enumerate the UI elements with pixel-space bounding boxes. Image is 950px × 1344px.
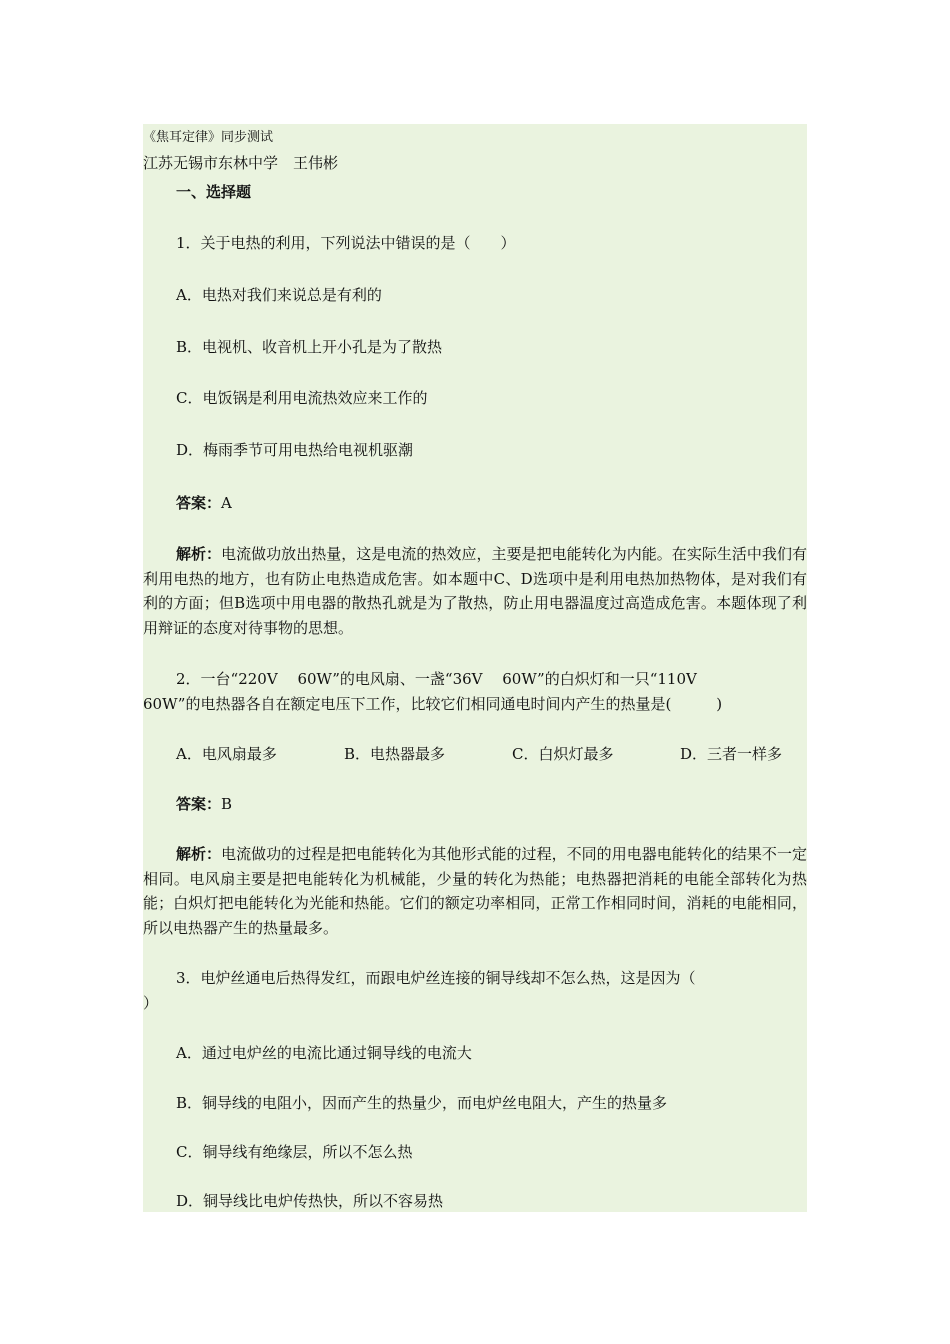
q1-analysis (143, 542, 807, 640)
q2-analysis-text: 电流做功的过程是把电能转化为其他形式能的过程，不同的用电器电能转化的结果不一定相同。电风扇主要是把电能转化为机械能，少量的转化为热能；电热器把消耗的电能全部转化为热能；白炽灯把电能转化为光能和热能。它们的额定功率相同，正常工作相同时间，消耗的电能相同，所以电热器产生的热量最多。 (143, 845, 807, 937)
q2-answer-label: 答案： (176, 795, 222, 813)
q2-options-row (176, 744, 782, 764)
q2-option-c: C．白炽灯最多 (512, 745, 614, 763)
q2-answer (176, 794, 232, 814)
q1-answer-label: 答案： (176, 494, 222, 512)
q2-analysis-label: 解析： (176, 845, 222, 863)
q1-answer (176, 493, 232, 513)
q3-stem-line1: 3．电炉丝通电后热得发红，而跟电炉丝连接的铜导线却不怎么热，这是因为（ (176, 969, 696, 987)
q1-option-a: A．电热对我们来说总是有利的 (176, 286, 382, 304)
q1-answer-value: A (221, 494, 232, 512)
q1-stem: 1．关于电热的利用，下列说法中错误的是（ ） (176, 234, 516, 252)
document-title: 《焦耳定律》同步测试 (143, 130, 274, 145)
q2-option-b: B．电热器最多 (344, 745, 446, 763)
q3-option-a: A．通过电炉丝的电流比通过铜导线的电流大 (176, 1044, 472, 1062)
q3-option-d: D．铜导线比电炉传热快，所以不容易热 (176, 1192, 444, 1210)
q2-stem-line1: 2．一台“220V 60W”的电风扇、一盏“36V 60W”的白炽灯和一只“110V (176, 670, 697, 688)
q2-option-a: A．电风扇最多 (176, 745, 277, 763)
q2-option-d: D．三者一样多 (680, 745, 783, 763)
q3-stem-line2: ） (143, 994, 159, 1012)
q2-answer-value: B (221, 795, 233, 813)
q2-stem-line2: 60W”的电热器各自在额定电压下工作，比较它们相同通电时间内产生的热量是( ) (143, 695, 723, 713)
q1-option-d: D．梅雨季节可用电热给电视机驱潮 (176, 441, 414, 459)
q1-analysis-label: 解析： (176, 545, 222, 563)
q3-option-b: B．铜导线的电阻小，因而产生的热量少，而电炉丝电阻大，产生的热量多 (176, 1094, 668, 1112)
q1-analysis-text: 电流做功放出热量，这是电流的热效应，主要是把电能转化为内能。在实际生活中我们有利用电热的地方，也有防止电热造成危害。如本题中C、D选项中是利用电热加热物体，是对我们有利的方面；但B选项中用电器的散热孔就是为了散热，防止用电器温度过高造成危害。本题体现了利用辩证的态度对待事物的思想。 (143, 545, 807, 637)
author-line: 江苏无锡市东林中学 王伟彬 (143, 154, 339, 172)
section-heading: 一、选择题 (176, 183, 252, 201)
q2-analysis (143, 842, 807, 940)
q1-option-c: C．电饭锅是利用电流热效应来工作的 (176, 389, 428, 407)
q1-option-b: B．电视机、收音机上开小孔是为了散热 (176, 338, 443, 356)
q3-option-c: C．铜导线有绝缘层，所以不怎么热 (176, 1143, 413, 1161)
